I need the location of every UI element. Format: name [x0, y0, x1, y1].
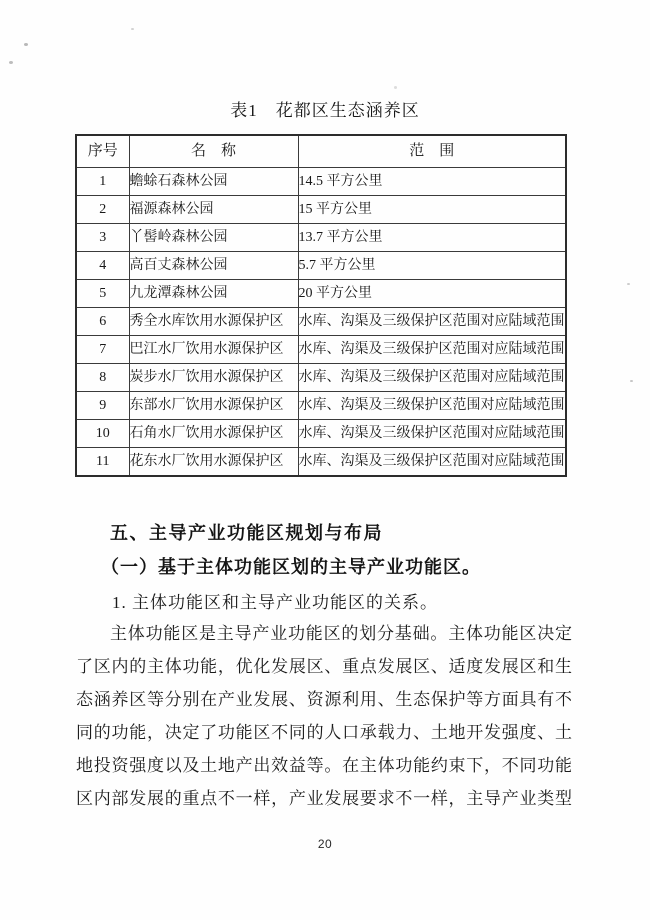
ecology-areas-table	[75, 134, 567, 477]
area-name-cell: 九龙潭森林公园	[129, 280, 298, 308]
area-name-cell: 高百丈森林公园	[129, 252, 298, 280]
area-scope-cell: 水库、沟渠及三级保护区范围对应陆域范围	[298, 392, 566, 420]
table-row	[76, 448, 566, 477]
header-scope: 范 围	[298, 135, 566, 168]
area-scope-cell: 5.7 平方公里	[298, 252, 566, 280]
row-index-cell: 5	[76, 280, 129, 308]
area-scope-cell: 15 平方公里	[298, 196, 566, 224]
area-scope-cell: 14.5 平方公里	[298, 168, 566, 196]
table-row	[76, 392, 566, 420]
paragraph-line: 地投资强度以及土地产出效益等。在主体功能约束下，不同功能	[76, 756, 572, 775]
area-name-cell: 花东水厂饮用水源保护区	[129, 448, 298, 477]
area-scope-cell: 水库、沟渠及三级保护区范围对应陆域范围	[298, 308, 566, 336]
table-row	[76, 364, 566, 392]
area-scope-cell: 20 平方公里	[298, 280, 566, 308]
scan-speck	[9, 61, 13, 64]
subsection-heading-1: （一）基于主体功能区划的主导产业功能区。	[101, 557, 481, 577]
paragraph-line: 同的功能，决定了功能区不同的人口承载力、土地开发强度、土	[76, 723, 572, 742]
paragraph-line: 态涵养区等分别在产业发展、资源利用、生态保护等方面具有不	[76, 690, 572, 709]
row-index-cell: 6	[76, 308, 129, 336]
area-scope-cell: 水库、沟渠及三级保护区范围对应陆域范围	[298, 364, 566, 392]
paragraph-line: 区内部发展的重点不一样，产业发展要求不一样，主导产业类型	[76, 789, 572, 808]
area-scope-cell: 水库、沟渠及三级保护区范围对应陆域范围	[298, 420, 566, 448]
area-name-cell: 东部水厂饮用水源保护区	[129, 392, 298, 420]
section-heading-5: 五、主导产业功能区规划与布局	[110, 523, 383, 543]
header-index: 序号	[76, 135, 129, 168]
table-header-row	[76, 135, 566, 168]
row-index-cell: 10	[76, 420, 129, 448]
area-name-cell: 石角水厂饮用水源保护区	[129, 420, 298, 448]
area-name-cell: 巴江水厂饮用水源保护区	[129, 336, 298, 364]
table-row	[76, 252, 566, 280]
table-row	[76, 336, 566, 364]
paragraph-line: 了区内的主体功能，优化发展区、重点发展区、适度发展区和生	[76, 657, 572, 676]
area-scope-cell: 13.7 平方公里	[298, 224, 566, 252]
row-index-cell: 1	[76, 168, 129, 196]
scan-speck	[24, 43, 28, 46]
area-name-cell: 福源森林公园	[129, 196, 298, 224]
table-caption: 表1 花都区生态涵养区	[230, 101, 420, 120]
row-index-cell: 8	[76, 364, 129, 392]
body-paragraph	[76, 617, 572, 815]
row-index-cell: 3	[76, 224, 129, 252]
row-index-cell: 4	[76, 252, 129, 280]
row-index-cell: 9	[76, 392, 129, 420]
area-name-cell: 炭步水厂饮用水源保护区	[129, 364, 298, 392]
area-scope-cell: 水库、沟渠及三级保护区范围对应陆域范围	[298, 448, 566, 477]
header-name: 名 称	[129, 135, 298, 168]
table-row	[76, 280, 566, 308]
area-name-cell: 丫髻岭森林公园	[129, 224, 298, 252]
table-body	[76, 168, 566, 477]
page-number: 20	[317, 837, 333, 851]
table-row	[76, 168, 566, 196]
table-row	[76, 224, 566, 252]
row-index-cell: 2	[76, 196, 129, 224]
scan-speck	[131, 28, 134, 30]
scan-speck	[630, 380, 633, 382]
paragraph-line: 主体功能区是主导产业功能区的划分基础。主体功能区决定	[110, 624, 572, 643]
area-name-cell: 蟾蜍石森林公园	[129, 168, 298, 196]
scan-speck	[394, 86, 397, 89]
area-name-cell: 秀全水库饮用水源保护区	[129, 308, 298, 336]
table-row	[76, 420, 566, 448]
row-index-cell: 11	[76, 448, 129, 477]
row-index-cell: 7	[76, 336, 129, 364]
table-row	[76, 196, 566, 224]
table-row	[76, 308, 566, 336]
numbered-heading-1: 1. 主体功能区和主导产业功能区的关系。	[112, 593, 438, 612]
area-scope-cell: 水库、沟渠及三级保护区范围对应陆域范围	[298, 336, 566, 364]
scan-speck	[627, 283, 630, 285]
